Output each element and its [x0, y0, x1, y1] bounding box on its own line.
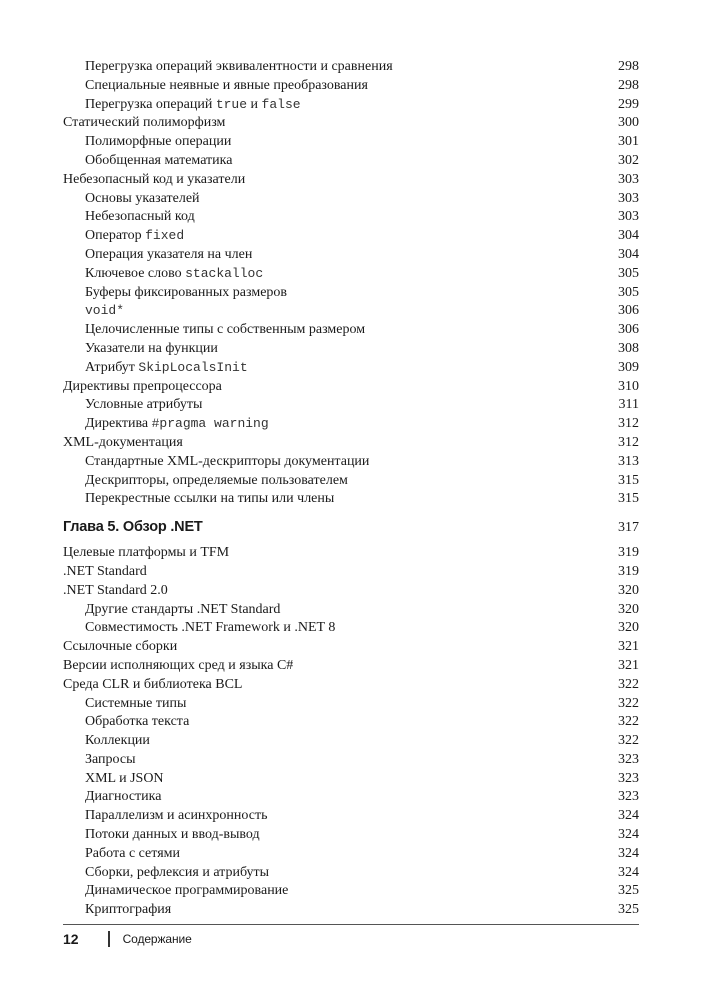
title-text: Коллекции	[85, 733, 150, 749]
toc-subentry[interactable]	[63, 302, 639, 321]
toc-subentry[interactable]	[63, 601, 639, 620]
toc-page-number: 322	[618, 733, 639, 749]
toc-page-number: 313	[618, 453, 639, 469]
toc-entry-title	[63, 302, 124, 321]
toc-entry-title	[63, 396, 202, 415]
title-text: Дескрипторы, определяемые пользователем	[85, 472, 348, 488]
toc-page-number: 304	[618, 228, 639, 244]
toc-page-number: 305	[618, 284, 639, 300]
toc-entry-title	[63, 77, 368, 96]
toc-subentry[interactable]	[63, 826, 639, 845]
page-footer	[63, 931, 192, 947]
toc-subentry[interactable]	[63, 901, 639, 920]
title-text: Перекрестные ссылки на типы или члены	[85, 491, 335, 507]
toc-subentry[interactable]	[63, 359, 639, 378]
toc-subentry[interactable]	[63, 190, 639, 209]
toc-page-number: 298	[618, 77, 639, 93]
toc-entry-title	[63, 751, 136, 770]
toc-subentry[interactable]	[63, 208, 639, 227]
toc-section-chapter-4	[63, 58, 639, 509]
toc-entry[interactable]	[63, 171, 639, 190]
toc-page-number: 321	[618, 657, 639, 673]
toc-entry[interactable]	[63, 657, 639, 676]
toc-page-number: 319	[618, 563, 639, 579]
toc-page-number: 315	[618, 472, 639, 488]
toc-subentry[interactable]	[63, 695, 639, 714]
toc-page-number: 312	[618, 416, 639, 432]
toc-entry[interactable]	[63, 378, 639, 397]
toc-subentry[interactable]	[63, 807, 639, 826]
toc-page-number: 310	[618, 378, 639, 394]
toc-subentry[interactable]	[63, 58, 639, 77]
toc-page-number: 306	[618, 322, 639, 338]
toc-subentry[interactable]	[63, 453, 639, 472]
toc-page-number: 311	[618, 397, 639, 413]
toc-subentry[interactable]	[63, 732, 639, 751]
toc-entry-title	[63, 246, 252, 265]
title-text: Условные атрибуты	[85, 397, 203, 413]
toc-page-number: 298	[618, 59, 639, 74]
toc-subentry[interactable]	[63, 845, 639, 864]
title-text: Потоки данных и ввод-вывод	[85, 827, 260, 843]
toc-subentry[interactable]	[63, 415, 639, 434]
toc-entry-title	[63, 582, 168, 601]
toc-entry-title	[63, 845, 180, 864]
toc-entry[interactable]	[63, 434, 639, 453]
toc-page-number: 305	[618, 265, 639, 281]
toc-page-number: 321	[618, 639, 639, 655]
toc-section-chapter-5	[63, 544, 639, 920]
title-text: XML и JSON	[85, 770, 164, 786]
toc-subentry[interactable]	[63, 321, 639, 340]
code-term: stackalloc	[185, 265, 264, 281]
title-text: .NET Standard 2.0	[63, 582, 168, 598]
title-text: Указатели на функции	[85, 340, 218, 356]
toc-subentry[interactable]	[63, 490, 639, 509]
chapter-heading[interactable]	[63, 517, 639, 537]
title-text: Основы указателей	[85, 190, 200, 206]
toc-entry-title	[63, 544, 229, 563]
title-text: Другие стандарты .NET Standard	[85, 601, 281, 617]
title-text: Буферы фиксированных размеров	[85, 284, 288, 300]
toc-page-number: 306	[618, 303, 639, 319]
title-text: Атрибут	[85, 359, 139, 375]
toc-page-number: 325	[618, 883, 639, 899]
toc-entry-title	[63, 619, 335, 638]
title-text: Перегрузка операций	[85, 96, 216, 112]
title-text: Работа с сетями	[85, 845, 180, 861]
toc-subentry[interactable]	[63, 246, 639, 265]
toc-page-number: 322	[618, 695, 639, 711]
toc-entry-title	[63, 788, 161, 807]
toc-page-number: 315	[618, 491, 639, 507]
toc-entry-title	[63, 826, 260, 845]
toc-entry-title	[63, 359, 248, 378]
toc-entry[interactable]	[63, 676, 639, 695]
toc-page-number: 303	[618, 209, 639, 225]
toc-page-number: 323	[618, 789, 639, 805]
toc-subentry[interactable]	[63, 227, 639, 246]
code-term: true	[215, 96, 248, 112]
toc-subentry[interactable]	[63, 864, 639, 883]
footer-divider	[63, 924, 639, 925]
title-text: Динамическое программирование	[85, 883, 289, 899]
title-text: Параллелизм и асинхронность	[85, 808, 268, 824]
toc-entry-title	[63, 490, 334, 509]
chapter-title: Глава 5. Обзор .NET	[63, 519, 203, 536]
footer-section-name: Содержание	[122, 932, 192, 946]
toc-subentry[interactable]	[63, 619, 639, 638]
toc-subentry[interactable]	[63, 472, 639, 491]
toc-entry-title	[63, 58, 393, 77]
toc-subentry[interactable]	[63, 340, 639, 359]
toc-page-number: 325	[618, 902, 639, 918]
toc-page-number: 323	[618, 770, 639, 786]
toc-entry-title	[63, 133, 231, 152]
toc-page-number: 309	[618, 359, 639, 375]
toc-entry-title	[63, 152, 232, 171]
toc-subentry[interactable]	[63, 396, 639, 415]
title-text: Сборки, рефлексия и атрибуты	[85, 864, 270, 880]
toc-page-number: 303	[618, 190, 639, 206]
toc-entry-title	[63, 434, 183, 453]
toc-subentry[interactable]	[63, 77, 639, 96]
title-text: Системные типы	[85, 695, 187, 711]
toc-page-number: 324	[618, 808, 639, 824]
toc-entry[interactable]	[63, 563, 639, 582]
toc-entry-title	[63, 770, 164, 789]
footer-separator	[108, 931, 110, 947]
chapter-page-number: 317	[618, 520, 639, 536]
toc-page-number: 312	[618, 434, 639, 450]
toc-entry-title	[63, 190, 200, 209]
toc-subentry[interactable]	[63, 284, 639, 303]
toc-entry-title	[63, 657, 293, 676]
title-text: Небезопасный код и указатели	[63, 171, 246, 187]
toc-page-number: 303	[618, 171, 639, 187]
title-text: и	[247, 96, 262, 112]
title-text: Полиморфные операции	[85, 134, 232, 150]
toc-entry-title	[63, 96, 301, 115]
toc-entry-title	[63, 284, 287, 303]
toc-entry[interactable]	[63, 638, 639, 657]
toc-page-number: 301	[618, 134, 639, 150]
toc-page-number: 319	[618, 545, 639, 561]
toc-page-number: 320	[618, 620, 639, 636]
toc-page-number: 322	[618, 714, 639, 730]
toc-entry-title	[63, 340, 218, 359]
toc-subentry[interactable]	[63, 751, 639, 770]
code-term: SkipLocalsInit	[138, 359, 248, 375]
toc-subentry[interactable]	[63, 265, 639, 284]
title-text: Ключевое слово	[85, 265, 186, 281]
toc-entry-title	[63, 638, 177, 657]
title-text: Криптография	[85, 902, 172, 918]
toc-entry-title	[63, 114, 225, 133]
toc-entry-title	[63, 563, 147, 582]
title-text: Запросы	[85, 751, 136, 767]
code-term: false	[261, 96, 301, 112]
toc-entry-title	[63, 321, 365, 340]
toc-entry-title	[63, 807, 267, 826]
toc-page-number: 300	[618, 115, 639, 131]
title-text: Специальные неявные и явные преобразования	[85, 77, 368, 93]
title-text: Ссылочные сборки	[63, 639, 178, 655]
toc-entry-title	[63, 472, 348, 491]
title-text: Версии исполняющих сред и языка C#	[63, 657, 294, 673]
toc-page-number: 324	[618, 864, 639, 880]
toc-page-number: 322	[618, 676, 639, 692]
toc-entry-title	[63, 227, 184, 246]
toc-subentry[interactable]	[63, 133, 639, 152]
title-text: Обработка текста	[85, 714, 190, 730]
title-text: Директива	[85, 416, 152, 432]
code-term: void*	[85, 303, 125, 319]
toc-entry-title	[63, 732, 150, 751]
code-term: fixed	[145, 228, 185, 244]
title-text: Перегрузка операций эквивалентности и сравнения	[85, 59, 393, 74]
toc-subentry[interactable]	[63, 713, 639, 732]
toc-entry-title	[63, 864, 269, 883]
toc-entry-title	[63, 676, 242, 695]
title-text: XML-документация	[63, 434, 183, 450]
toc-entry-title	[63, 208, 195, 227]
title-text: Операция указателя на член	[85, 246, 253, 262]
title-text: Небезопасный код	[85, 209, 195, 225]
toc-subentry[interactable]	[63, 152, 639, 171]
title-text: Статический полиморфизм	[63, 115, 226, 131]
toc-entry-title	[63, 378, 222, 397]
toc-entry-title	[63, 415, 269, 434]
toc-page-number: 299	[618, 96, 639, 112]
toc-page-number: 320	[618, 582, 639, 598]
title-text: Целочисленные типы с собственным размером	[85, 322, 366, 338]
toc-page-number: 324	[618, 827, 639, 843]
toc-page-number: 308	[618, 340, 639, 356]
toc-entry[interactable]	[63, 582, 639, 601]
title-text: Среда CLR и библиотека BCL	[63, 676, 243, 692]
toc-entry-title	[63, 265, 263, 284]
toc-entry-title	[63, 453, 369, 472]
title-text: Обобщенная математика	[85, 152, 233, 168]
toc-subentry[interactable]	[63, 882, 639, 901]
toc-page-number: 320	[618, 601, 639, 617]
table-of-contents	[63, 58, 639, 920]
toc-page-number: 324	[618, 845, 639, 861]
title-text: Директивы препроцессора	[63, 378, 222, 394]
toc-subentry[interactable]	[63, 770, 639, 789]
toc-subentry[interactable]	[63, 788, 639, 807]
toc-entry-title	[63, 695, 186, 714]
title-text: Совместимость .NET Framework и .NET 8	[85, 620, 336, 636]
toc-page-number: 302	[618, 152, 639, 168]
title-text: Оператор	[85, 228, 146, 244]
toc-page-number: 323	[618, 751, 639, 767]
title-text: Диагностика	[85, 789, 162, 805]
toc-entry[interactable]	[63, 544, 639, 563]
footer-page-number: 12	[63, 931, 79, 947]
toc-entry-title	[63, 901, 171, 920]
title-text: Стандартные XML-дескрипторы документации	[85, 453, 370, 469]
toc-entry-title	[63, 171, 245, 190]
title-text: Целевые платформы и TFM	[63, 545, 230, 561]
toc-entry[interactable]	[63, 114, 639, 133]
code-term: #pragma warning	[151, 416, 269, 432]
toc-subentry[interactable]	[63, 96, 639, 115]
toc-entry-title	[63, 601, 280, 620]
toc-entry-title	[63, 882, 288, 901]
title-text: .NET Standard	[63, 563, 147, 579]
toc-entry-title	[63, 713, 189, 732]
toc-page-number: 304	[618, 246, 639, 262]
